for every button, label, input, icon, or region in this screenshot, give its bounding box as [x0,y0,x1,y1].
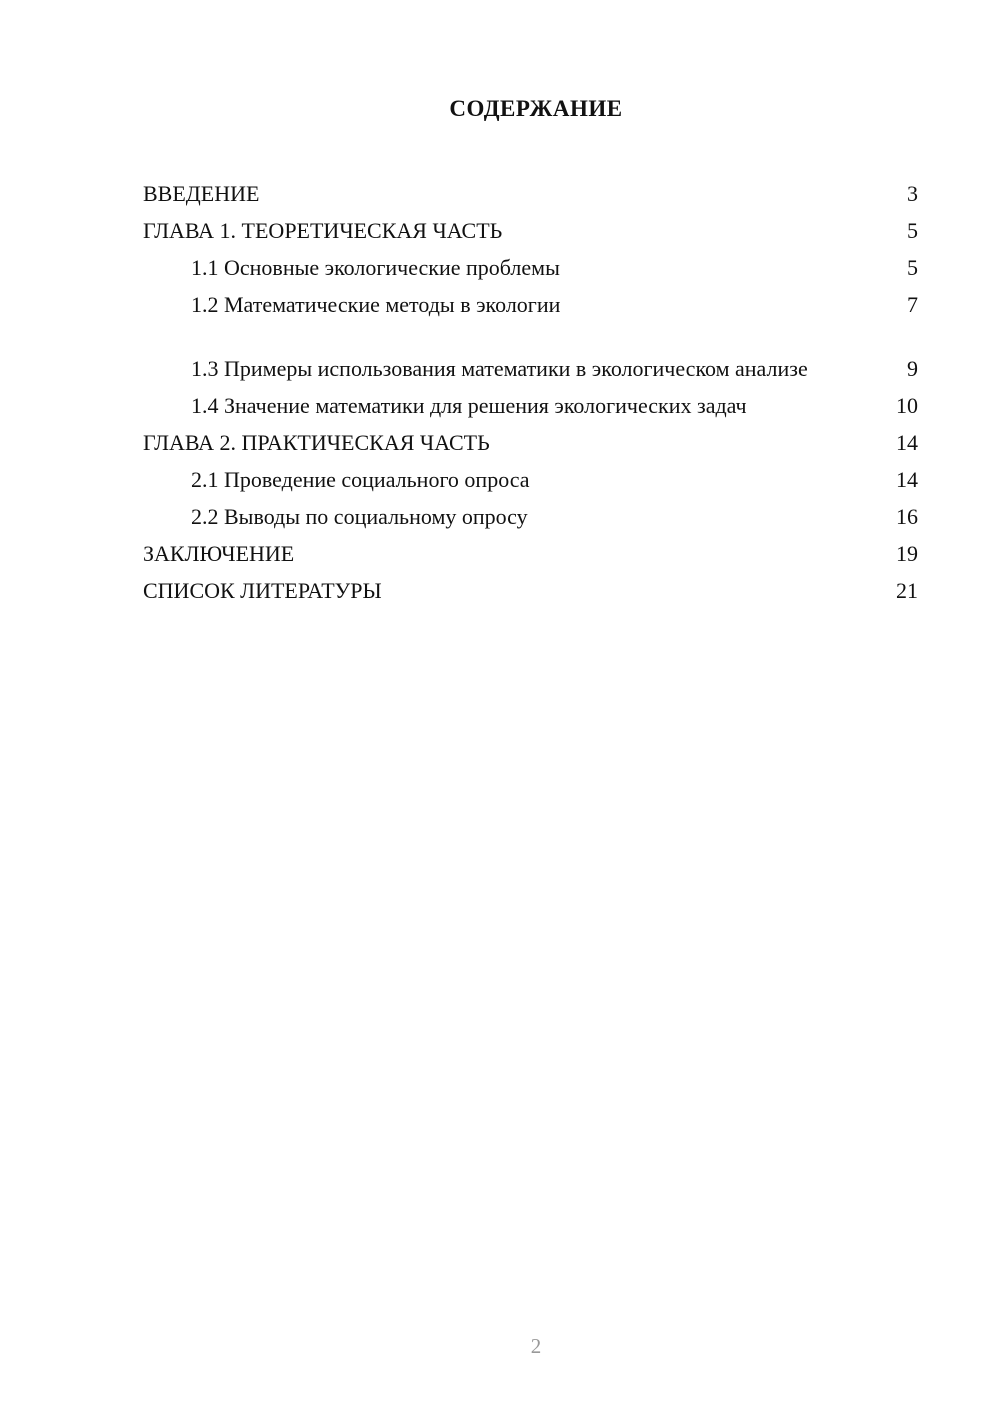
toc-entry-label: 1.3 Примеры использования математики в экологическом анализе [191,356,808,381]
toc-entry-2-2 [143,493,918,530]
toc-entry-chapter-2 [143,419,918,456]
toc-entry-label: СПИСОК ЛИТЕРАТУРЫ [143,578,382,603]
toc-entry-label: ГЛАВА 2. ПРАКТИЧЕСКАЯ ЧАСТЬ [143,430,490,455]
toc-entry-page: 3 [907,181,918,206]
toc-entry-chapter-1 [143,207,918,244]
toc-entry-page: 9 [907,356,918,381]
toc-entry-references [143,567,918,604]
toc-title: СОДЕРЖАНИЕ [449,96,623,121]
toc-entry-1-4 [143,382,918,419]
toc-entry-1-3 [143,318,918,382]
page-number: 2 [530,1334,542,1358]
toc-entry-conclusion [143,530,918,567]
toc-entry-page: 10 [896,393,918,418]
toc-entry-page: 19 [896,541,918,566]
toc-entry-label: ВВЕДЕНИЕ [143,181,260,206]
toc-entry-page: 5 [907,255,918,280]
toc-entry-1-1 [143,244,918,281]
toc-entry-2-1 [143,456,918,493]
toc-entry-label: ЗАКЛЮЧЕНИЕ [143,541,295,566]
toc-entry-page: 16 [896,504,918,529]
toc-entry-label: 1.2 Математические методы в экологии [191,292,561,317]
toc-entry-label: 2.1 Проведение социального опроса [191,467,530,492]
toc-entry-introduction [143,170,918,207]
toc-entry-page: 21 [896,578,918,603]
toc-entry-page: 5 [907,218,918,243]
toc-entry-label: 1.1 Основные экологические проблемы [191,255,560,280]
toc-entry-label: 1.4 Значение математики для решения экологических задач [191,393,747,418]
toc-entry-label: ГЛАВА 1. ТЕОРЕТИЧЕСКАЯ ЧАСТЬ [143,218,503,243]
toc-entry-label: 2.2 Выводы по социальному опросу [191,504,528,529]
toc-entry-page: 14 [896,467,918,492]
toc-entry-page: 14 [896,430,918,455]
table-of-contents [143,170,918,604]
toc-entry-1-2 [143,281,918,318]
toc-entry-page: 7 [907,292,918,317]
